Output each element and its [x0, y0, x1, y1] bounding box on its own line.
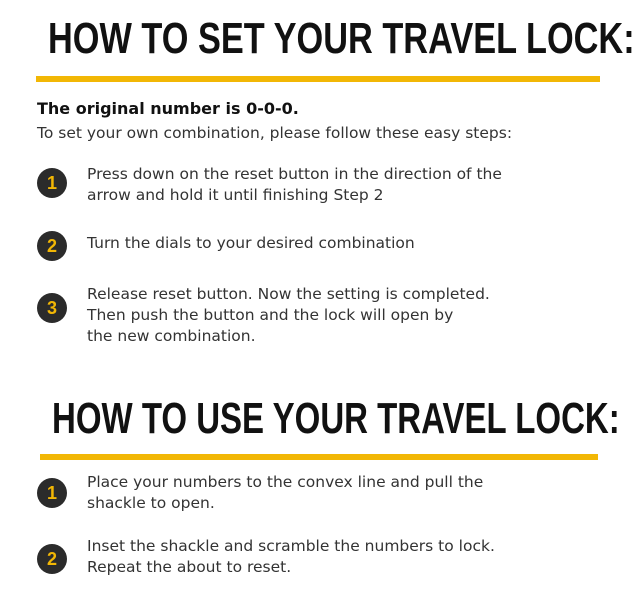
- set-step-2: [37, 233, 557, 261]
- use-heading-underline: [40, 454, 598, 460]
- step-line: Turn the dials to your desired combination: [87, 234, 415, 252]
- original-number-note: The original number is 0-0-0.: [37, 99, 299, 118]
- use-lock-heading: HOW TO USE YOUR TRAVEL LOCK:: [52, 394, 620, 443]
- use-step-1: [37, 472, 557, 514]
- step-number-badge: 3: [37, 293, 67, 323]
- step-line: arrow and hold it until finishing Step 2: [87, 186, 384, 204]
- step-text: [87, 284, 557, 347]
- step-number-badge: 2: [37, 231, 67, 261]
- set-step-3: [37, 284, 557, 347]
- step-number-badge: 1: [37, 168, 67, 198]
- step-line: Repeat the about to reset.: [87, 558, 292, 576]
- step-text: [87, 164, 557, 206]
- set-intro-text: To set your own combination, please follow these easy steps:: [37, 124, 513, 142]
- step-line: Place your numbers to the convex line and pull the: [87, 473, 484, 491]
- step-number-badge: 1: [37, 478, 67, 508]
- step-line: Release reset button. Now the setting is completed.: [87, 285, 490, 303]
- set-heading-underline: [36, 76, 600, 82]
- step-line: the new combination.: [87, 327, 256, 345]
- step-line: Then push the button and the lock will open by: [87, 306, 454, 324]
- use-step-2: [37, 536, 557, 578]
- step-line: Inset the shackle and scramble the numbers to lock.: [87, 537, 495, 555]
- step-text: [87, 472, 557, 514]
- set-lock-heading: HOW TO SET YOUR TRAVEL LOCK:: [48, 14, 635, 63]
- step-text: [87, 536, 557, 578]
- step-text: [87, 233, 557, 254]
- step-number-badge: 2: [37, 544, 67, 574]
- set-step-1: [37, 164, 557, 206]
- step-line: shackle to open.: [87, 494, 215, 512]
- step-line: Press down on the reset button in the direction of the: [87, 165, 502, 183]
